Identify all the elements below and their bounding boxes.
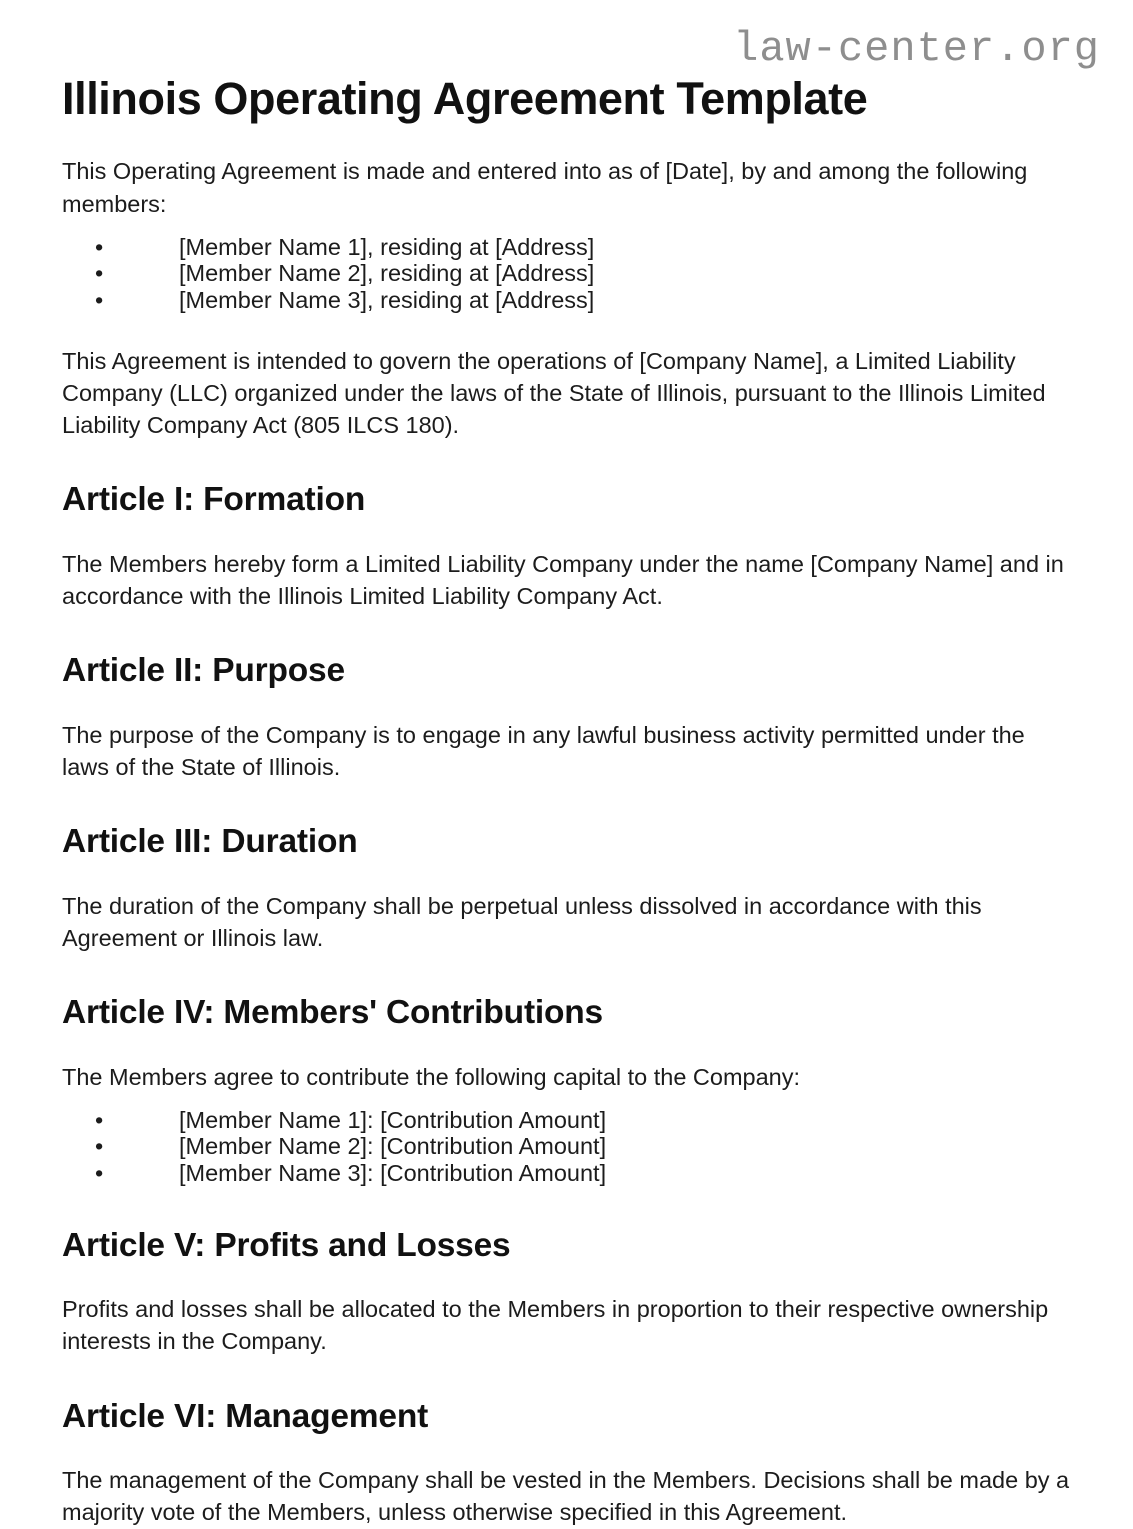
article-heading-4: Article IV: Members' Contributions: [62, 994, 603, 1032]
article-section-5: [62, 1187, 1071, 1358]
list-item: • [Member Name 1]: [Contribution Amount]: [62, 1107, 1071, 1134]
article-body-3: The duration of the Company shall be perpetual unless dissolved in accordance with this Agreement or Illinois law.: [62, 892, 982, 951]
list-item: • [Member Name 3]: [Contribution Amount]: [62, 1160, 1071, 1187]
article-heading-1: Article I: Formation: [62, 481, 366, 519]
contributions-list: [62, 1093, 1071, 1187]
governing-law-paragraph: This Agreement is intended to govern the operations of [Company Name], a Limited Liability Company (LLC) organized under the laws of the State of Illinois, pursuant to the Illinois Limited Liability Company Act (805 ILCS 180).: [62, 347, 1046, 439]
article-body-2: The purpose of the Company is to engage in any lawful business activity permitted under the laws of the State of Illinois.: [62, 721, 1025, 780]
list-item: • [Member Name 3], residing at [Address]: [62, 287, 1071, 314]
article-section-4: [62, 954, 1071, 1187]
article-heading-3: Article III: Duration: [62, 823, 358, 861]
article-section-6: [62, 1358, 1071, 1529]
article-body-6: The management of the Company shall be vested in the Members. Decisions shall be made by a majority vote of the Members, unless otherwise specified in this Agreement.: [62, 1467, 1070, 1526]
article-section-1: [62, 441, 1071, 612]
article-heading-2: Article II: Purpose: [62, 652, 345, 690]
members-list: [62, 220, 1071, 314]
article-section-3: [62, 783, 1071, 954]
article-body-1: The Members hereby form a Limited Liability Company under the name [Company Name] and in accordance with the Illinois Limited Liability Company Act.: [62, 550, 1064, 610]
article-body-4: The Members agree to contribute the following capital to the Company:: [62, 1063, 801, 1090]
article-body-5: Profits and losses shall be allocated to the Members in proportion to their respective ownership interests in the Company.: [62, 1296, 1049, 1355]
site-watermark: law-center.org: [733, 25, 1100, 73]
intro-paragraph: This Operating Agreement is made and entered into as of [Date], by and among the following members:: [62, 158, 1028, 217]
page-title: Illinois Operating Agreement Template: [62, 73, 868, 124]
list-item: • [Member Name 2]: [Contribution Amount]: [62, 1133, 1071, 1160]
list-item: • [Member Name 1], residing at [Address]: [62, 234, 1071, 261]
list-item: • [Member Name 2], residing at [Address]: [62, 260, 1071, 287]
article-heading-5: Article V: Profits and Losses: [62, 1226, 511, 1264]
article-section-2: [62, 612, 1071, 783]
article-heading-6: Article VI: Management: [62, 1397, 429, 1435]
